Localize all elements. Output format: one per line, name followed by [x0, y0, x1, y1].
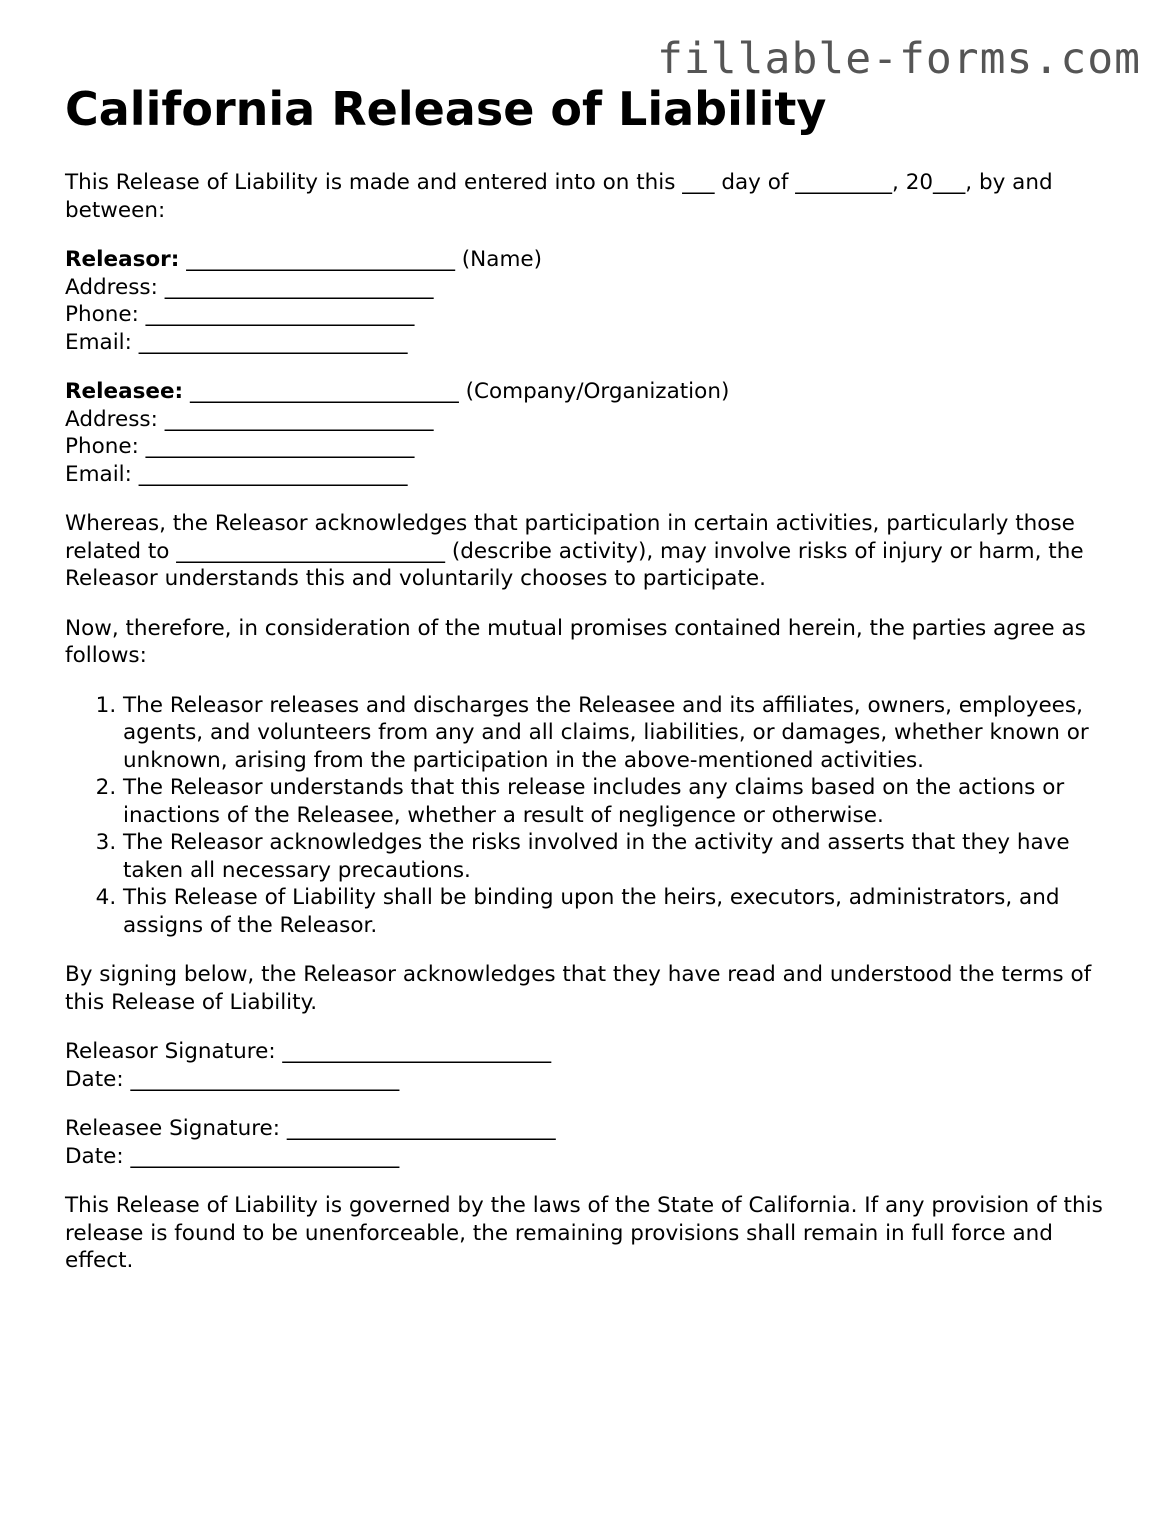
releasee-phone-field[interactable]: Phone: _________________________	[65, 434, 415, 459]
releasee-date-field[interactable]: Date: _________________________	[65, 1143, 400, 1169]
releasor-date-field[interactable]: Date: _________________________	[65, 1066, 400, 1092]
list-item: 3. The Releasor acknowledges the risks involved in the activity and asserts that they have taken all necessary precautions.	[123, 829, 1125, 884]
terms-list	[65, 692, 1125, 940]
list-item: 2. The Releasor understands that this release includes any claims based on the actions or inactions of the Releasee, whether a result of negligence or otherwise.	[123, 774, 1125, 829]
releasor-section	[65, 246, 1125, 356]
now-therefore-paragraph: Now, therefore, in consideration of the mutual promises contained herein, the parties agree as follows:	[65, 615, 1086, 668]
document-body	[65, 169, 1125, 1275]
list-item: 1. The Releasor releases and discharges the Releasee and its affiliates, owners, employees, agents, and volunteers from any and all claims, liabilities, or damages, whether known or unknown, arising from the participation in the above-mentioned activities.	[123, 692, 1125, 775]
document-title: California Release of Liability	[65, 82, 827, 136]
list-item: 4. This Release of Liability shall be binding upon the heirs, executors, administrators, and assigns of the Releasor.	[123, 884, 1125, 939]
releasor-signature-section	[65, 1038, 1125, 1093]
releasor-signature-field[interactable]: Releasor Signature: _________________________	[65, 1039, 552, 1064]
releasee-name-field[interactable]: _________________________ (Company/Organization)	[183, 379, 730, 404]
releasee-signature-section	[65, 1115, 1125, 1170]
whereas-paragraph: Whereas, the Releasor acknowledges that participation in certain activities, particularly those related to _________________________ (describe activity), may involve risks of injury or harm, the Releasor understands this and voluntarily chooses to participate.	[65, 511, 1084, 591]
releasee-label: Releasee:	[65, 379, 184, 404]
releasor-name-field[interactable]: _________________________ (Name)	[179, 247, 542, 272]
intro-paragraph: This Release of Liability is made and entered into on this ___ day of _________, 20___, by and between:	[65, 170, 1053, 223]
releasor-address-field[interactable]: Address: _________________________	[65, 274, 434, 300]
releasee-name-line	[65, 378, 1125, 406]
acknowledgement-paragraph: By signing below, the Releasor acknowledges that they have read and understood the terms of this Release of Liability.	[65, 962, 1092, 1015]
releasor-name-line	[65, 246, 1125, 274]
governing-law-paragraph: This Release of Liability is governed by the laws of the State of California. If any provision of this release is found to be unenforceable, the remaining provisions shall remain in full force and effect.	[65, 1193, 1103, 1273]
releasee-email-field[interactable]: Email: _________________________	[65, 461, 408, 487]
releasor-phone-field[interactable]: Phone: _________________________	[65, 302, 415, 327]
releasor-email-field[interactable]: Email: _________________________	[65, 329, 408, 355]
releasee-address-field[interactable]: Address: _________________________	[65, 406, 434, 432]
releasee-section	[65, 378, 1125, 488]
releasor-label: Releasor:	[65, 247, 180, 272]
releasee-signature-field[interactable]: Releasee Signature: _________________________	[65, 1116, 556, 1141]
watermark: fillable-forms.com	[657, 34, 1141, 84]
